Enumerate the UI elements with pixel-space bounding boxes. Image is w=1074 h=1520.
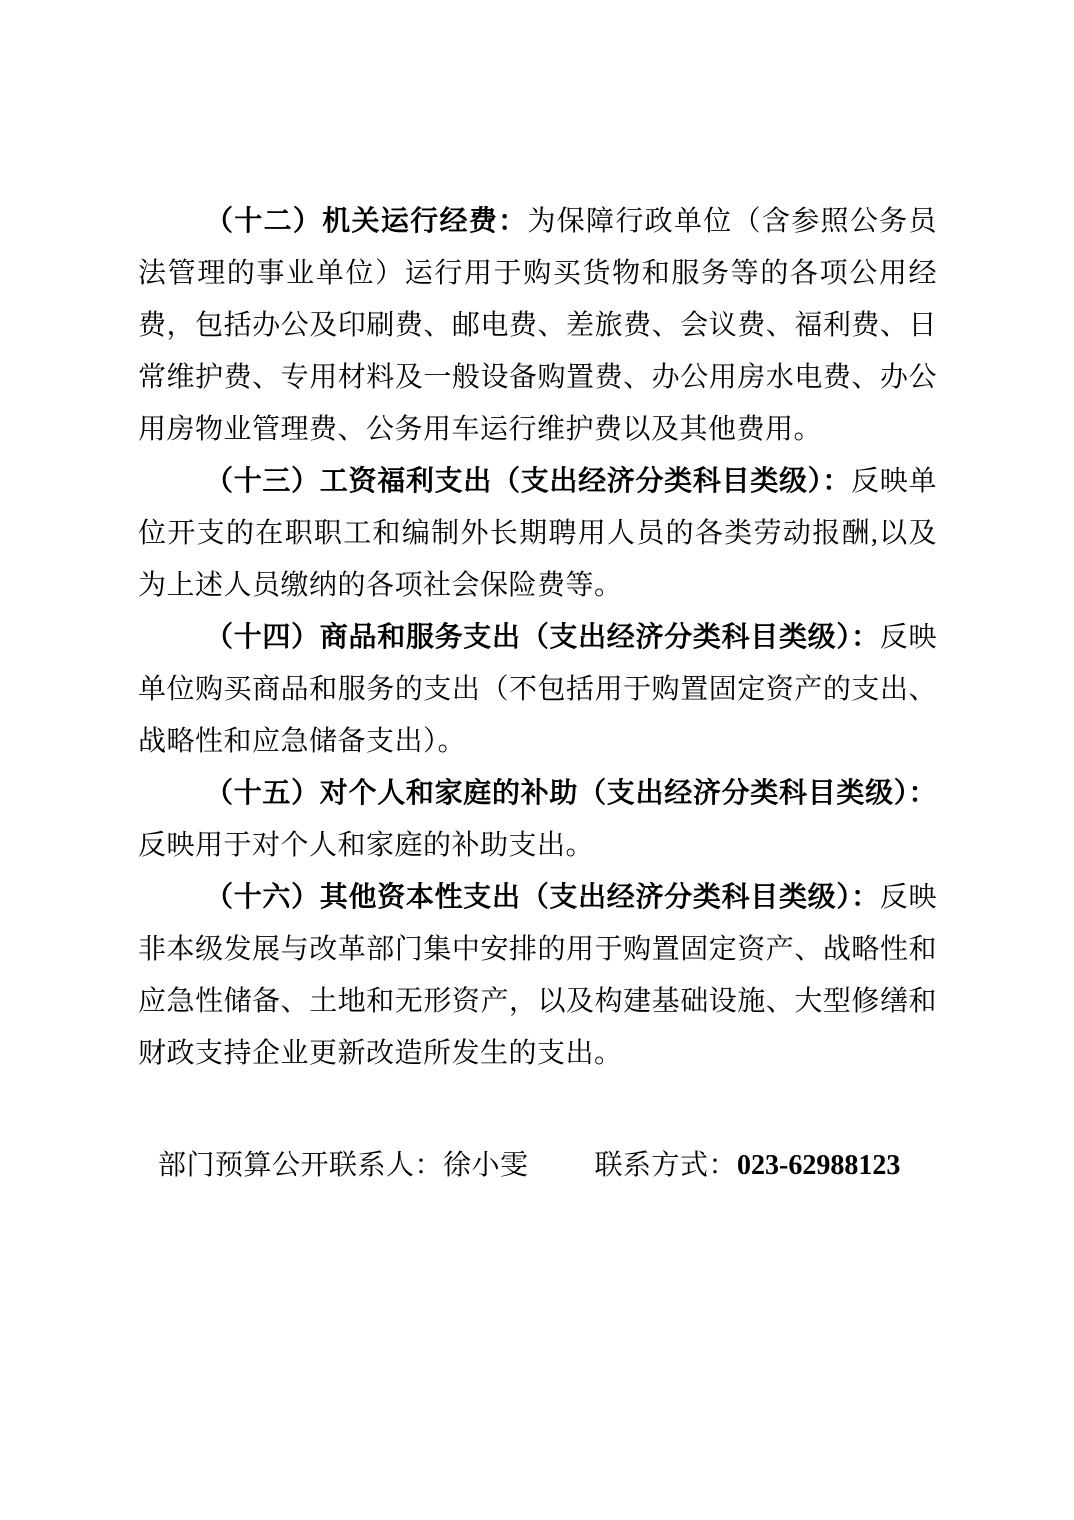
paragraph-heading: （十六）其他资本性支出（支出经济分类科目类级）： bbox=[205, 882, 880, 913]
paragraph bbox=[138, 612, 937, 768]
paragraph bbox=[138, 196, 937, 456]
paragraph-body: 反映用于对个人和家庭的补助支出。 bbox=[138, 830, 595, 861]
paragraph bbox=[138, 456, 937, 612]
contact-name: 徐小雯 bbox=[443, 1150, 529, 1181]
phone-label: 联系方式： bbox=[594, 1150, 738, 1181]
paragraph-body: 反映非本级发展与改革部门集中安排的用于购置固定资产、战略性和应急性储备、土地和无形资产，以及构建基础设施、大型修缮和财政支持企业更新改造所发生的支出。 bbox=[138, 882, 937, 1069]
paragraph-body: 反映单位购买商品和服务的支出（不包括用于购置固定资产的支出、战略性和应急储备支出）。 bbox=[138, 622, 937, 757]
paragraph-body: 反映单位开支的在职职工和编制外长期聘用人员的各类劳动报酬,以及为上述人员缴纳的各项社会保险费等。 bbox=[138, 466, 937, 601]
paragraph-heading: （十三）工资福利支出（支出经济分类科目类级）： bbox=[205, 466, 852, 497]
paragraph-body: 为保障行政单位（含参照公务员法管理的事业单位）运行用于购买货物和服务等的各项公用经费，包括办公及印刷费、邮电费、差旅费、会议费、福利费、日常维护费、专用材料及一般设备购置费、办公用房水电费、办公用房物业管理费、公务用车运行维护费以及其他费用。 bbox=[138, 206, 937, 445]
paragraph bbox=[138, 872, 937, 1080]
paragraph-heading: （十五）对个人和家庭的补助（支出经济分类科目类级）： bbox=[205, 778, 937, 809]
paragraph bbox=[138, 768, 937, 872]
paragraph-heading: （十二）机关运行经费： bbox=[205, 206, 528, 237]
footer-contact-line bbox=[158, 1140, 937, 1192]
contact-label: 部门预算公开联系人： bbox=[158, 1150, 444, 1181]
phone-number: 023-62988123 bbox=[737, 1150, 901, 1181]
paragraph-heading: （十四）商品和服务支出（支出经济分类科目类级）： bbox=[205, 622, 880, 653]
